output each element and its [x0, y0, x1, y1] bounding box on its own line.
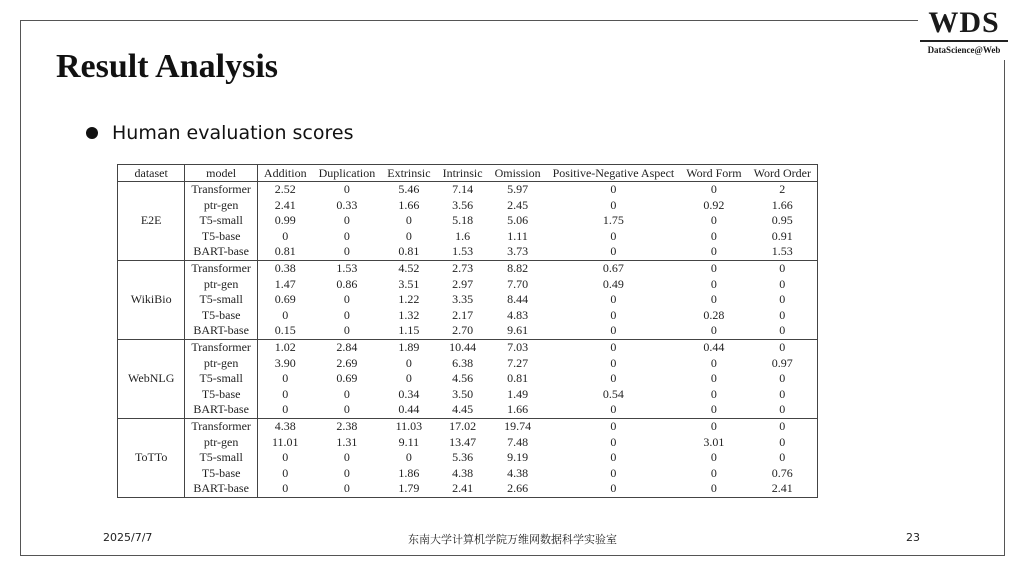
model-cell: ptr-gen — [185, 435, 258, 451]
model-cell: T5-small — [185, 292, 258, 308]
score-cell: 5.36 — [452, 450, 474, 465]
score-cell: 0 — [748, 435, 818, 451]
model-cell: T5-small — [185, 213, 258, 229]
score-cell: 2.41 — [437, 481, 489, 497]
model-cell: T5-base — [185, 229, 258, 245]
score-cell: 0.28 — [703, 307, 725, 322]
logo-rule — [920, 40, 1008, 42]
score-cell: 5.06 — [507, 213, 529, 228]
score-cell: 1.53 — [748, 244, 818, 260]
frame-top-line — [20, 20, 918, 21]
score-cell: 0.44 — [381, 402, 436, 418]
score-cell: 2.38 — [336, 418, 358, 433]
score-cell: 10.44 — [449, 339, 477, 354]
score-cell: 1.02 — [274, 339, 296, 354]
score-cell: 0.69 — [336, 371, 358, 386]
score-cell: 0 — [257, 402, 312, 418]
slide-title: Result Analysis — [56, 48, 278, 85]
score-cell: 0.81 — [257, 244, 312, 260]
score-cell: 0 — [343, 182, 350, 196]
score-cell: 0.91 — [748, 229, 818, 245]
header-model: model — [185, 165, 258, 182]
table-group-totto — [118, 418, 818, 497]
score-cell: 1.66 — [748, 198, 818, 214]
model-cell: T5-base — [185, 387, 258, 403]
score-cell: 0 — [405, 228, 412, 243]
score-cell: 0 — [405, 355, 412, 370]
wds-logo — [918, 8, 1010, 60]
score-cell: 0 — [710, 292, 717, 307]
score-cell: 0 — [610, 355, 617, 370]
bullet-item — [86, 122, 354, 144]
score-cell: 3.51 — [398, 276, 420, 291]
dataset-cell: WikiBio — [118, 260, 185, 339]
score-cell: 1.66 — [398, 197, 420, 212]
score-cell: 13.47 — [449, 434, 477, 449]
score-cell: 0 — [282, 386, 289, 401]
table-group-e2e — [118, 182, 818, 261]
score-cell: 0 — [710, 465, 717, 480]
dataset-cell: E2E — [118, 182, 185, 261]
table-header-row — [118, 165, 818, 182]
score-cell: 0 — [748, 418, 818, 434]
score-cell: 0 — [610, 465, 617, 480]
model-cell: ptr-gen — [185, 356, 258, 372]
score-cell: 1.6 — [455, 228, 471, 243]
header-word-order: Word Order — [748, 165, 818, 182]
score-cell: 2.97 — [452, 276, 474, 291]
score-cell: 0 — [610, 228, 617, 243]
score-cell: 0 — [610, 371, 617, 386]
score-cell: 0 — [313, 323, 382, 339]
score-cell: 6.38 — [452, 355, 474, 370]
score-cell: 0 — [710, 213, 717, 228]
table-row — [118, 292, 818, 308]
score-cell: 0 — [547, 244, 681, 260]
table-row — [118, 277, 818, 293]
score-cell: 0 — [313, 402, 382, 418]
score-cell: 7.03 — [507, 339, 529, 354]
header-word-form: Word Form — [680, 165, 747, 182]
table-row — [118, 229, 818, 245]
score-cell: 0.95 — [748, 213, 818, 229]
score-cell: 3.50 — [452, 386, 474, 401]
header-positive-negative: Positive-Negative Aspect — [547, 165, 681, 182]
score-cell: 7.14 — [452, 182, 474, 196]
score-cell: 0 — [343, 228, 350, 243]
score-cell: 1.79 — [381, 481, 436, 497]
score-cell: 0.92 — [703, 197, 725, 212]
score-cell: 7.27 — [507, 355, 529, 370]
table-row — [118, 402, 818, 418]
score-cell: 0.33 — [336, 197, 358, 212]
table-row — [118, 213, 818, 229]
score-cell: 2.41 — [274, 197, 296, 212]
score-cell: 2.66 — [489, 481, 547, 497]
score-cell: 0.69 — [274, 292, 296, 307]
score-cell: 0 — [610, 197, 617, 212]
model-cell: T5-base — [185, 466, 258, 482]
score-cell: 3.01 — [703, 434, 725, 449]
score-cell: 0 — [710, 228, 717, 243]
model-cell: Transformer — [185, 260, 258, 276]
score-cell: 0 — [610, 182, 617, 196]
header-addition: Addition — [257, 165, 312, 182]
score-cell: 2.41 — [748, 481, 818, 497]
score-cell: 0 — [680, 402, 747, 418]
score-cell: 0 — [343, 213, 350, 228]
score-cell: 3.90 — [274, 355, 296, 370]
score-cell: 0 — [257, 481, 312, 497]
score-cell: 2.84 — [336, 339, 358, 354]
score-cell: 4.38 — [274, 418, 296, 433]
header-extrinsic: Extrinsic — [381, 165, 436, 182]
score-cell: 0.15 — [257, 323, 312, 339]
table-row — [118, 323, 818, 339]
footer-page-number: 23 — [906, 531, 920, 544]
score-cell: 0.38 — [274, 260, 296, 275]
score-cell: 0 — [343, 386, 350, 401]
table-row — [118, 435, 818, 451]
table-row — [118, 182, 818, 198]
score-cell: 0 — [748, 277, 818, 293]
bullet-text: Human evaluation scores — [112, 122, 354, 144]
score-cell: 4.52 — [398, 260, 420, 275]
score-cell: 7.48 — [507, 434, 529, 449]
score-cell: 9.11 — [398, 434, 420, 449]
score-cell: 0 — [547, 402, 681, 418]
score-cell: 1.15 — [381, 323, 436, 339]
score-cell: 4.38 — [452, 465, 474, 480]
score-cell: 0.67 — [602, 260, 624, 275]
score-cell: 0 — [547, 481, 681, 497]
score-cell: 2.73 — [452, 260, 474, 275]
score-cell: 0.34 — [398, 386, 420, 401]
table-row — [118, 356, 818, 372]
score-cell: 0 — [680, 481, 747, 497]
score-cell: 1.11 — [507, 228, 528, 243]
score-cell: 0 — [405, 371, 412, 386]
score-cell: 4.83 — [507, 307, 529, 322]
table-row — [118, 371, 818, 387]
score-cell: 0 — [710, 355, 717, 370]
model-cell: T5-small — [185, 371, 258, 387]
model-cell: Transformer — [185, 339, 258, 355]
table-row — [118, 244, 818, 260]
score-cell: 0 — [610, 307, 617, 322]
score-cell: 4.45 — [437, 402, 489, 418]
table-row — [118, 481, 818, 497]
score-cell: 0 — [748, 339, 818, 355]
header-omission: Omission — [489, 165, 547, 182]
score-cell: 1.32 — [398, 307, 420, 322]
score-cell: 17.02 — [449, 418, 477, 433]
score-cell: 2.70 — [437, 323, 489, 339]
table-row — [118, 308, 818, 324]
score-cell: 0 — [610, 450, 617, 465]
table-row — [118, 450, 818, 466]
score-cell: 11.03 — [395, 418, 423, 433]
model-cell: Transformer — [185, 182, 258, 198]
score-cell: 5.46 — [398, 182, 420, 196]
footer-org: 东南大学计算机学院万维网数据科学实验室 — [408, 533, 617, 546]
score-cell: 1.53 — [336, 260, 358, 275]
score-cell: 3.56 — [452, 197, 474, 212]
score-cell: 4.38 — [507, 465, 529, 480]
score-cell: 1.86 — [398, 465, 420, 480]
score-cell: 11.01 — [271, 434, 299, 449]
score-cell: 0.86 — [336, 276, 358, 291]
score-cell: 0 — [610, 418, 617, 433]
score-cell: 0.97 — [748, 356, 818, 372]
score-cell: 0 — [282, 450, 289, 465]
model-cell: ptr-gen — [185, 198, 258, 214]
table-group-webnlg — [118, 339, 818, 418]
score-cell: 0.49 — [602, 276, 624, 291]
score-cell: 0 — [405, 450, 412, 465]
results-table — [117, 164, 818, 498]
score-cell: 0.44 — [703, 339, 725, 354]
score-cell: 0 — [343, 307, 350, 322]
logo-main-text: WDS — [928, 6, 1000, 39]
score-cell: 1.22 — [398, 292, 420, 307]
logo-sub-text: DataScience@Web — [927, 45, 1001, 55]
score-cell: 2.45 — [507, 197, 529, 212]
dataset-cell: ToTTo — [118, 418, 185, 497]
score-cell: 0 — [313, 481, 382, 497]
model-cell: BART-base — [185, 402, 258, 418]
score-cell: 0 — [710, 418, 717, 433]
frame-bottom-line — [20, 555, 1005, 556]
table-row — [118, 198, 818, 214]
model-cell: Transformer — [185, 418, 258, 434]
score-cell: 0 — [748, 308, 818, 324]
score-cell: 0 — [282, 307, 289, 322]
header-intrinsic: Intrinsic — [437, 165, 489, 182]
score-cell: 0 — [748, 450, 818, 466]
score-cell: 9.19 — [507, 450, 529, 465]
model-cell: BART-base — [185, 481, 258, 497]
score-cell: 0 — [748, 371, 818, 387]
score-cell: 2.52 — [274, 182, 296, 196]
score-cell: 0 — [710, 371, 717, 386]
score-cell: 0.81 — [507, 371, 529, 386]
score-cell: 0 — [680, 244, 747, 260]
footer-date: 2025/7/7 — [103, 531, 153, 544]
score-cell: 1.66 — [489, 402, 547, 418]
table-row — [118, 260, 818, 276]
dataset-cell: WebNLG — [118, 339, 185, 418]
score-cell: 0 — [343, 292, 350, 307]
model-cell: BART-base — [185, 244, 258, 260]
table-row — [118, 466, 818, 482]
score-cell: 0 — [710, 182, 717, 196]
score-cell: 0 — [343, 465, 350, 480]
frame-right-line — [1004, 60, 1005, 556]
score-cell: 0.54 — [602, 386, 624, 401]
score-cell: 1.89 — [398, 339, 420, 354]
score-cell: 0 — [710, 450, 717, 465]
score-cell: 3.73 — [489, 244, 547, 260]
score-cell: 3.35 — [452, 292, 474, 307]
score-cell: 1.49 — [507, 386, 529, 401]
table-row — [118, 339, 818, 355]
score-cell: 0 — [610, 339, 617, 354]
bullet-dot-icon — [86, 127, 98, 139]
model-cell: T5-small — [185, 450, 258, 466]
header-duplication: Duplication — [313, 165, 382, 182]
score-cell: 0 — [547, 323, 681, 339]
score-cell: 0 — [313, 244, 382, 260]
score-cell: 2.17 — [452, 307, 474, 322]
score-cell: 0 — [282, 371, 289, 386]
score-cell: 4.56 — [452, 371, 474, 386]
model-cell: T5-base — [185, 308, 258, 324]
score-cell: 5.97 — [507, 182, 529, 196]
score-cell: 7.70 — [507, 276, 529, 291]
score-cell: 0.99 — [274, 213, 296, 228]
score-cell: 0 — [710, 260, 717, 275]
score-cell: 0 — [282, 465, 289, 480]
header-dataset: dataset — [118, 165, 185, 182]
score-cell: 0 — [282, 228, 289, 243]
score-cell: 0 — [343, 450, 350, 465]
score-cell: 9.61 — [489, 323, 547, 339]
score-cell: 0 — [710, 276, 717, 291]
score-cell: 19.74 — [504, 418, 532, 433]
score-cell: 5.18 — [452, 213, 474, 228]
score-cell: 0.76 — [748, 466, 818, 482]
score-cell: 0 — [710, 386, 717, 401]
score-cell: 1.53 — [437, 244, 489, 260]
score-cell: 0 — [748, 387, 818, 403]
score-cell: 0 — [748, 260, 818, 276]
frame-left-line — [20, 20, 21, 556]
score-cell: 2.69 — [336, 355, 358, 370]
score-cell: 0 — [748, 402, 818, 418]
score-cell: 1.75 — [602, 213, 624, 228]
score-cell: 0 — [610, 434, 617, 449]
table-row — [118, 387, 818, 403]
table-group-wikibio — [118, 260, 818, 339]
model-cell: BART-base — [185, 323, 258, 339]
score-cell: 0 — [610, 292, 617, 307]
score-cell: 1.47 — [274, 276, 296, 291]
score-cell: 8.82 — [507, 260, 529, 275]
score-cell: 2 — [748, 182, 818, 198]
score-cell: 8.44 — [507, 292, 529, 307]
score-cell: 0 — [680, 323, 747, 339]
score-cell: 0.81 — [381, 244, 436, 260]
score-cell: 0 — [748, 292, 818, 308]
results-table-wrapper — [117, 164, 818, 498]
model-cell: ptr-gen — [185, 277, 258, 293]
score-cell: 0 — [405, 213, 412, 228]
score-cell: 0 — [748, 323, 818, 339]
score-cell: 1.31 — [336, 434, 358, 449]
table-row — [118, 418, 818, 434]
